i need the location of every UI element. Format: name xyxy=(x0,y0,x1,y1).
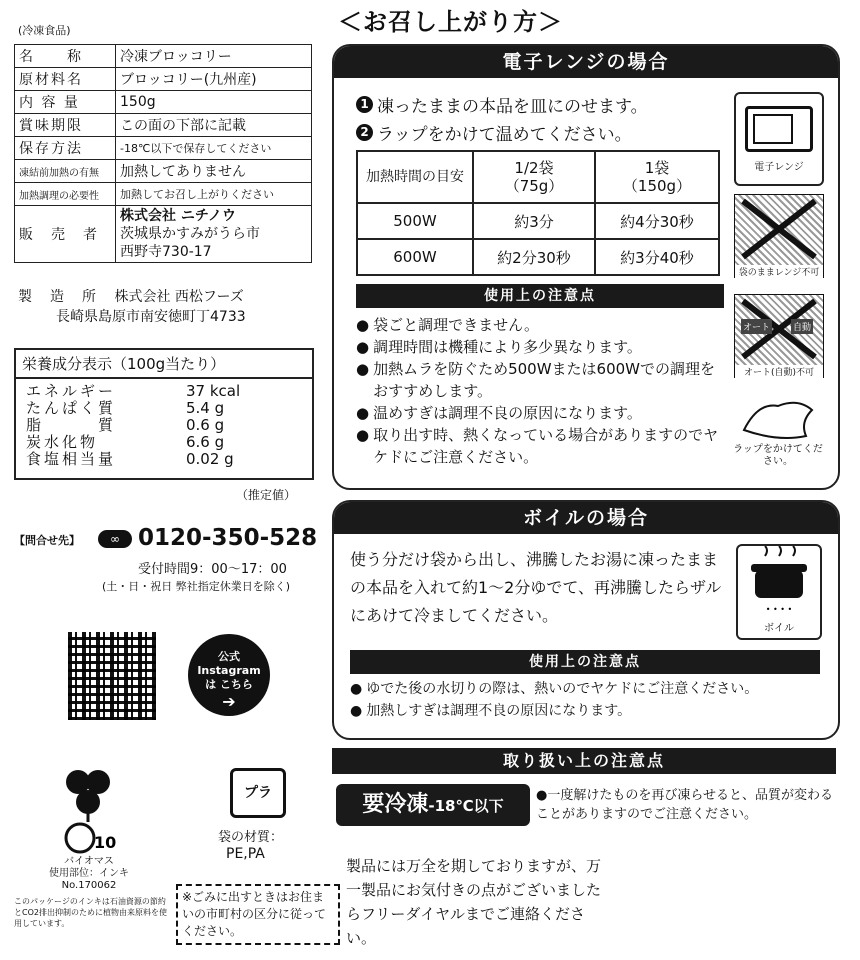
nutrient-name: 脂 質 xyxy=(26,416,117,434)
nutrient-name: エネルギー xyxy=(26,382,117,400)
label-key: 名 称 xyxy=(15,45,116,68)
bullet-icon: ● xyxy=(356,316,370,334)
seller-address-1: 茨城県かすみがうら市 xyxy=(120,226,260,242)
no-bag-microwave-icon xyxy=(734,194,824,278)
nutrition-row xyxy=(16,434,312,451)
category-label: (冷凍食品) xyxy=(18,24,71,37)
label-row xyxy=(15,160,312,183)
seller-name: 株式会社 ニチノウ xyxy=(120,208,236,224)
label-row xyxy=(15,137,312,160)
microwave-title: 電子レンジの場合 xyxy=(334,46,838,78)
free-dial-icon: ∞ xyxy=(98,530,132,548)
label-value: この面の下部に記載 xyxy=(116,114,312,137)
product-label-table xyxy=(14,44,312,263)
label-row xyxy=(15,91,312,114)
biomass-info xyxy=(46,856,132,892)
label-value: 冷凍ブロッコリー xyxy=(116,45,312,68)
note-text: ゆでた後の水切りの際は、熱いのでヤケドにご注意ください。 xyxy=(366,681,759,697)
nutrition-row xyxy=(16,400,312,417)
label-key: 内 容 量 xyxy=(15,91,116,114)
nutrient-value: 37 kcal xyxy=(186,382,241,400)
label-row xyxy=(15,114,312,137)
microwave-notes xyxy=(356,314,726,468)
step-1-icon: 1 xyxy=(356,96,373,113)
note-text: 温めすぎは調理不良の原因になります。 xyxy=(373,404,642,422)
no-auto-icon xyxy=(734,294,824,378)
table-cell: 約3分40秒 xyxy=(595,239,719,275)
bullet-icon: ● xyxy=(356,360,370,378)
step-1-text: 凍ったままの本品を皿にのせます。 xyxy=(377,97,648,117)
nutrient-value: 0.02 g xyxy=(186,450,234,468)
support-holidays: (土・日・祝日 弊社指定休業日を除く) xyxy=(102,580,291,593)
boil-title: ボイルの場合 xyxy=(334,502,838,534)
frozen-note-text: 一度解けたものを再び凍らせると、品質が変わることがありますのでご注意ください。 xyxy=(536,788,833,822)
boil-panel xyxy=(332,500,840,740)
half-bag-weight: （75g） xyxy=(504,177,564,195)
keep-frozen-temp: -18℃以下 xyxy=(428,797,504,815)
label-key: 凍結前加熱の有無 xyxy=(15,160,116,183)
bullet-icon: ● xyxy=(356,426,370,444)
contact-label: 【問合せ先】 xyxy=(14,534,80,547)
microwave-icon-label: 電子レンジ xyxy=(754,162,804,173)
seller-address-2: 西野寺730-17 xyxy=(120,244,212,260)
support-hours: 受付時間9：00〜17：00 xyxy=(138,562,287,577)
note-text: 加熱ムラを防ぐため500Wまたは600Wでの調理をおすすめします。 xyxy=(373,360,716,400)
page-title: ＜お召し上がり方＞ xyxy=(338,8,563,36)
wrap-icon xyxy=(738,392,818,444)
label-key: 加熱調理の必要性 xyxy=(15,183,116,206)
nutrition-row xyxy=(16,417,312,434)
table-row xyxy=(357,203,719,239)
note-text: 袋ごと調理できません。 xyxy=(373,316,539,334)
table-cell: 約2分30秒 xyxy=(473,239,595,275)
table-cell: 約3分 xyxy=(473,203,595,239)
heating-header: 加熱時間の目安 xyxy=(357,151,473,203)
bullet-icon: ● xyxy=(350,703,363,719)
table-cell: 600W xyxy=(357,239,473,275)
guarantee-note: 製品には万全を期しておりますが、万一製品にお気付きの点がございましたらフリーダイヤルまでご連絡ください。 xyxy=(346,857,602,947)
bullet-icon: ● xyxy=(356,404,370,422)
wrap-label: ラップをかけてください。 xyxy=(733,444,823,467)
maker-address: 長崎県島原市南安徳町丁4733 xyxy=(56,309,246,325)
label-value: -18℃以下で保存してください xyxy=(116,137,312,160)
recycle-pla-icon: プラ xyxy=(230,768,286,818)
nutrient-value: 0.6 g xyxy=(186,416,225,434)
svg-text:10: 10 xyxy=(94,833,116,852)
biomass-icon xyxy=(60,762,116,858)
label-value: 加熱してありません xyxy=(116,160,312,183)
step-2-text: ラップをかけて温めてください。 xyxy=(377,125,632,145)
table-cell: 500W xyxy=(357,203,473,239)
nutrition-facts xyxy=(14,348,314,480)
list-item xyxy=(350,700,820,722)
maker-block xyxy=(18,286,244,306)
step-1 xyxy=(356,92,648,117)
step-2-icon: 2 xyxy=(356,124,373,141)
label-value: ブロッコリー(九州産) xyxy=(116,68,312,91)
arrow-icon: ➔ xyxy=(222,692,236,711)
label-key: 原材料名 xyxy=(15,68,116,91)
qr-code-icon[interactable] xyxy=(68,632,156,720)
list-item xyxy=(356,402,726,424)
nutrient-name: たんぱく質 xyxy=(26,399,117,417)
nutrient-name: 食塩相当量 xyxy=(26,450,117,468)
handling-title: 取り扱い上の注意点 xyxy=(332,748,836,774)
note-text: 調理時間は機種により多少異なります。 xyxy=(373,338,642,356)
boil-icon-label: ボイル xyxy=(764,623,794,634)
full-bag-weight: （150g） xyxy=(622,177,692,195)
auto-badge: オート xyxy=(741,319,772,334)
label-row xyxy=(15,68,312,91)
microwave-icon xyxy=(734,92,824,186)
boil-instructions: 使う分だけ袋から出し、沸騰したお湯に凍ったままの本品を入れて約1〜2分ゆでて、再沸騰したらザルにあけて冷ましてください。 xyxy=(350,550,722,625)
note-text: 取り出す時、熱くなっている場合がありますのでヤケドにご注意ください。 xyxy=(373,426,719,466)
frozen-note xyxy=(536,786,836,824)
nutrition-row xyxy=(16,383,312,400)
microwave-caution-title: 使用上の注意点 xyxy=(356,284,724,308)
nutrient-value: 5.4 g xyxy=(186,399,225,417)
list-item xyxy=(356,336,726,358)
bullet-icon: ● xyxy=(356,338,370,356)
boil-caution-title: 使用上の注意点 xyxy=(350,650,820,674)
list-item xyxy=(356,314,726,336)
table-row xyxy=(357,239,719,275)
note-text: 加熱しすぎは調理不良の原因になります。 xyxy=(366,703,632,719)
bullet-icon: ● xyxy=(536,788,548,803)
list-item xyxy=(356,358,726,402)
label-key: 保存方法 xyxy=(15,137,116,160)
svg-text:• • • •: • • • • xyxy=(765,605,793,614)
keep-frozen-badge xyxy=(336,784,530,826)
estimated-note: （推定値） xyxy=(236,488,297,502)
no-bag-label: 袋のままレンジ不可 xyxy=(735,265,823,278)
label-key: 賞味期限 xyxy=(15,114,116,137)
material-label: 袋の材質： xyxy=(218,830,284,845)
label-row xyxy=(15,45,312,68)
disposal-note: ※ごみに出すときはお住まいの市町村の区分に従ってください。 xyxy=(176,884,340,945)
seller-row xyxy=(15,206,312,263)
list-item xyxy=(350,678,820,700)
heating-time-table xyxy=(356,150,720,276)
maker-name: 株式会社 西松フーズ xyxy=(114,289,244,305)
instagram-button[interactable] xyxy=(188,634,270,716)
label-row xyxy=(15,183,312,206)
no-auto-label: オート(自動)不可 xyxy=(735,365,823,378)
microwave-panel xyxy=(332,44,840,490)
biomass-title: バイオマス xyxy=(64,856,114,867)
bullet-icon: ● xyxy=(350,681,363,697)
full-bag-label: 1袋 xyxy=(644,159,670,177)
material-value: PE,PA xyxy=(226,846,265,862)
phone-number[interactable]: 0120-350-528 xyxy=(138,525,318,551)
seller-key: 販 売 者 xyxy=(15,206,116,263)
half-bag-label: 1/2袋 xyxy=(514,159,554,177)
boil-notes xyxy=(350,678,820,722)
step-2 xyxy=(356,120,632,145)
biomass-number: No.170062 xyxy=(61,880,117,891)
nutrition-row xyxy=(16,451,312,468)
label-value: 加熱してお召し上がりください xyxy=(116,183,312,206)
table-cell: 約4分30秒 xyxy=(595,203,719,239)
auto2-badge: 自動 xyxy=(791,319,813,334)
label-value: 150g xyxy=(116,91,312,114)
keep-frozen-main: 要冷凍 xyxy=(362,792,429,817)
nutrient-name: 炭水化物 xyxy=(26,433,99,451)
list-item xyxy=(356,424,726,468)
maker-key: 製 造 所 xyxy=(18,289,98,305)
instagram-label: 公式 Instagramは こちら xyxy=(197,650,261,691)
biomass-note: このパッケージのインキは石油資源の節約とCO2排出抑制のために植物由来原料を使用しています。 xyxy=(14,897,167,928)
boil-icon xyxy=(736,544,822,640)
biomass-use: 使用部位：インキ xyxy=(49,868,129,879)
nutrition-title: 栄養成分表示（100g当たり） xyxy=(16,350,312,379)
nutrient-value: 6.6 g xyxy=(186,433,225,451)
